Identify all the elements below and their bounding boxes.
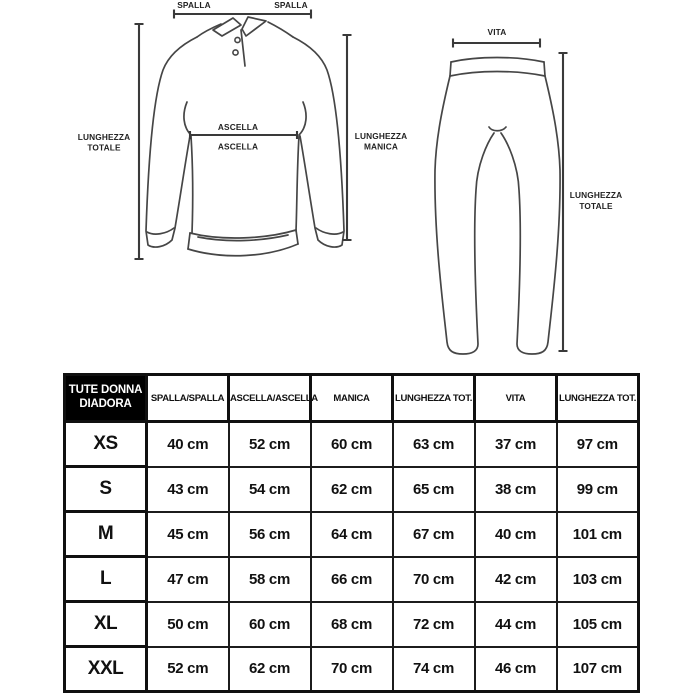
column-header-lunghezza-tot-pants: LUNGHEZZA TOT. <box>557 375 639 422</box>
value-cell: 44 cm <box>475 602 557 647</box>
value-cell: 63 cm <box>393 422 475 467</box>
spalla-left-label: SPALLA <box>177 0 211 10</box>
value-cell: 58 cm <box>229 557 311 602</box>
lunghezza-manica-label-line1: LUNGHEZZA <box>354 131 408 141</box>
value-cell: 45 cm <box>147 512 229 557</box>
brand-title-line1: TUTE DONNA <box>68 384 143 397</box>
size-label: XL <box>65 602 147 647</box>
table-row-xs <box>65 422 639 467</box>
value-cell: 60 cm <box>311 422 393 467</box>
value-cell: 103 cm <box>557 557 639 602</box>
size-label: S <box>65 467 147 512</box>
table-row-s <box>65 467 639 512</box>
sweatshirt-drawing <box>146 17 344 256</box>
table-row-xl <box>65 602 639 647</box>
value-cell: 107 cm <box>557 647 639 692</box>
value-cell: 64 cm <box>311 512 393 557</box>
value-cell: 67 cm <box>393 512 475 557</box>
column-header-vita: VITA <box>475 375 557 422</box>
lunghezza-manica-label-line2: MANICA <box>363 141 399 152</box>
column-header-spalla: SPALLA/SPALLA <box>147 375 229 422</box>
value-cell: 46 cm <box>475 647 557 692</box>
value-cell: 37 cm <box>475 422 557 467</box>
value-cell: 70 cm <box>311 647 393 692</box>
value-cell: 54 cm <box>229 467 311 512</box>
value-cell: 70 cm <box>393 557 475 602</box>
header-row <box>65 375 639 422</box>
size-table <box>63 373 640 693</box>
value-cell: 47 cm <box>147 557 229 602</box>
table-row-m <box>65 512 639 557</box>
brand-title-line2: DIADORA <box>79 398 132 410</box>
value-cell: 50 cm <box>147 602 229 647</box>
value-cell: 68 cm <box>311 602 393 647</box>
vita-label: VITA <box>487 27 507 37</box>
pants-measure-lines <box>453 39 568 352</box>
lunghezza-totale-label-line1: LUNGHEZZA <box>77 132 131 142</box>
value-cell: 40 cm <box>475 512 557 557</box>
ascella-top-label: ASCELLA <box>217 122 259 132</box>
size-table-header <box>65 375 639 422</box>
size-label: XXL <box>65 647 147 692</box>
value-cell: 101 cm <box>557 512 639 557</box>
pants-lunghezza-totale-label-line1: LUNGHEZZA <box>569 190 623 200</box>
pants-lunghezza-totale-label-line2: TOTALE <box>579 201 613 211</box>
size-label: L <box>65 557 147 602</box>
ascella-bottom-label: ASCELLA <box>217 141 259 152</box>
value-cell: 56 cm <box>229 512 311 557</box>
value-cell: 60 cm <box>229 602 311 647</box>
value-cell: 66 cm <box>311 557 393 602</box>
lunghezza-totale-label-line2: TOTALE <box>87 142 121 153</box>
value-cell: 42 cm <box>475 557 557 602</box>
value-cell: 105 cm <box>557 602 639 647</box>
size-label: XS <box>65 422 147 467</box>
value-cell: 62 cm <box>229 647 311 692</box>
brand-header-cell <box>65 375 147 422</box>
value-cell: 40 cm <box>147 422 229 467</box>
value-cell: 62 cm <box>311 467 393 512</box>
value-cell: 52 cm <box>229 422 311 467</box>
column-header-lunghezza-tot: LUNGHEZZA TOT. <box>393 375 475 422</box>
size-label: M <box>65 512 147 557</box>
table-row-xxl <box>65 647 639 692</box>
value-cell: 38 cm <box>475 467 557 512</box>
value-cell: 52 cm <box>147 647 229 692</box>
column-header-ascella: ASCELLA/ASCELLA <box>229 375 311 422</box>
value-cell: 43 cm <box>147 467 229 512</box>
value-cell: 72 cm <box>393 602 475 647</box>
pants-drawing <box>435 58 560 355</box>
column-header-manica: MANICA <box>311 375 393 422</box>
value-cell: 74 cm <box>393 647 475 692</box>
spalla-right-label: SPALLA <box>274 0 308 10</box>
value-cell: 65 cm <box>393 467 475 512</box>
value-cell: 99 cm <box>557 467 639 512</box>
value-cell: 97 cm <box>557 422 639 467</box>
table-row-l <box>65 557 639 602</box>
